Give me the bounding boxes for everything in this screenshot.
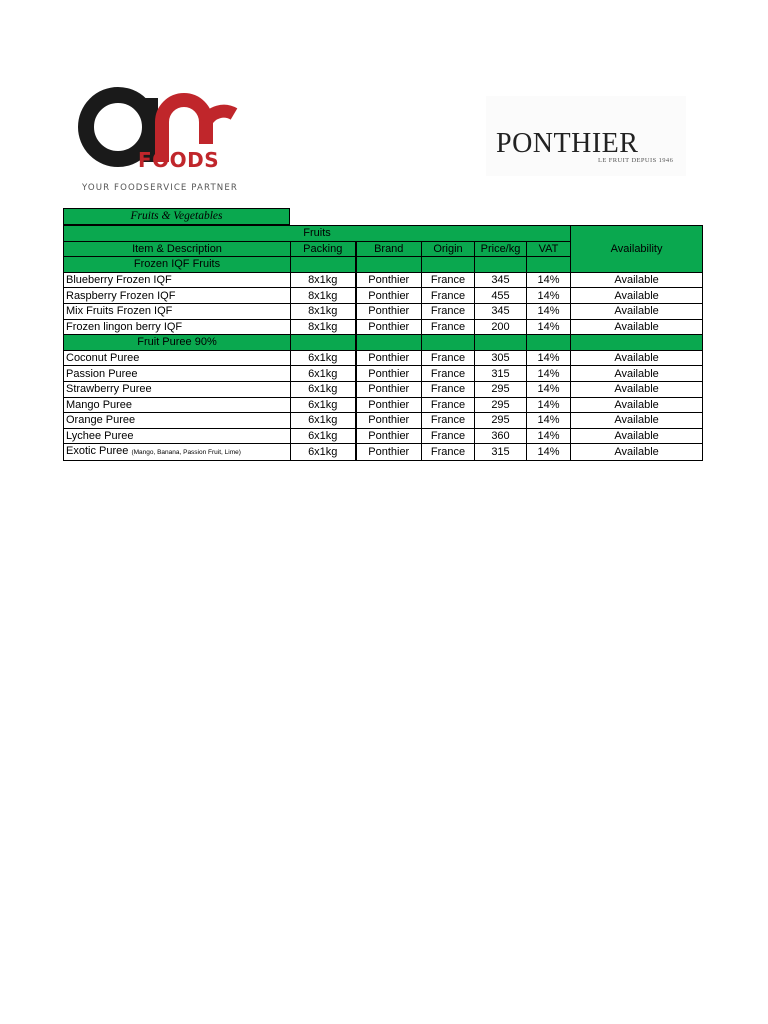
table-row: [64, 366, 703, 382]
cell-availability: Available: [571, 381, 703, 397]
cell-brand: Ponthier: [356, 397, 422, 413]
cell-brand: Ponthier: [356, 381, 422, 397]
cell-packing: 8x1kg: [291, 303, 356, 319]
cell-origin: France: [422, 381, 475, 397]
ponthier-tagline: LE FRUIT DEPUIS 1946: [598, 157, 674, 164]
cell-vat: 14%: [527, 381, 571, 397]
header-item: Item & Description: [64, 241, 291, 257]
table-row: [64, 319, 703, 335]
price-table: [63, 225, 703, 461]
cell-item: Frozen lingon berry IQF: [64, 319, 291, 335]
table-row: [64, 381, 703, 397]
cell-item: Coconut Puree: [64, 350, 291, 366]
header-packing: Packing: [291, 241, 356, 257]
cell-availability: Available: [571, 397, 703, 413]
cell-vat: 14%: [527, 319, 571, 335]
section-row: [64, 335, 703, 351]
cell-availability: Available: [571, 428, 703, 444]
cell-vat: 14%: [527, 350, 571, 366]
cell-brand: Ponthier: [356, 413, 422, 429]
cell-packing: 6x1kg: [291, 444, 356, 461]
section-title: Fruit Puree 90%: [64, 335, 291, 351]
table-row: [64, 288, 703, 304]
cell-price: 315: [475, 444, 527, 461]
cell-item: Lychee Puree: [64, 428, 291, 444]
cell-availability: Available: [571, 366, 703, 382]
cell-packing: 6x1kg: [291, 413, 356, 429]
sheet-title: Fruits & Vegetables: [63, 208, 290, 225]
cell-brand: Ponthier: [356, 303, 422, 319]
cell-item: [64, 444, 291, 461]
cell-origin: France: [422, 444, 475, 461]
cell-price: 295: [475, 413, 527, 429]
cell-brand: Ponthier: [356, 272, 422, 288]
cell-origin: France: [422, 303, 475, 319]
cell-item: Passion Puree: [64, 366, 291, 382]
cell-packing: 8x1kg: [291, 272, 356, 288]
price-sheet: [63, 208, 703, 461]
cell-availability: Available: [571, 413, 703, 429]
am-foods-logo: [78, 82, 248, 198]
cell-availability: Available: [571, 319, 703, 335]
cell-vat: 14%: [527, 397, 571, 413]
cell-item-name: Exotic Puree: [66, 445, 129, 458]
cell-origin: France: [422, 350, 475, 366]
header-vat: VAT: [527, 241, 571, 257]
cell-packing: 6x1kg: [291, 397, 356, 413]
cell-vat: 14%: [527, 303, 571, 319]
cell-origin: France: [422, 413, 475, 429]
cell-brand: Ponthier: [356, 319, 422, 335]
cell-vat: 14%: [527, 288, 571, 304]
cell-price: 360: [475, 428, 527, 444]
ponthier-logo: [486, 96, 686, 176]
table-row: [64, 350, 703, 366]
cell-availability: Available: [571, 303, 703, 319]
cell-item: Mix Fruits Frozen IQF: [64, 303, 291, 319]
table-row: [64, 397, 703, 413]
cell-brand: Ponthier: [356, 350, 422, 366]
am-foods-tagline: YOUR FOODSERVICE PARTNER: [82, 183, 238, 193]
group-header-row: [64, 226, 703, 242]
ponthier-wordmark: PONTHIER: [496, 128, 639, 159]
cell-brand: Ponthier: [356, 366, 422, 382]
cell-price: 295: [475, 381, 527, 397]
cell-availability: Available: [571, 350, 703, 366]
cell-vat: 14%: [527, 413, 571, 429]
cell-packing: 6x1kg: [291, 366, 356, 382]
cell-price: 455: [475, 288, 527, 304]
cell-packing: 8x1kg: [291, 319, 356, 335]
cell-item: Strawberry Puree: [64, 381, 291, 397]
cell-packing: 8x1kg: [291, 288, 356, 304]
table-row: [64, 272, 703, 288]
cell-item-note: (Mango, Banana, Passion Fruit, Lime): [131, 449, 241, 457]
header-brand: Brand: [356, 241, 422, 257]
cell-price: 200: [475, 319, 527, 335]
cell-vat: 14%: [527, 444, 571, 461]
cell-item: Orange Puree: [64, 413, 291, 429]
cell-brand: Ponthier: [356, 428, 422, 444]
section-title: Frozen IQF Fruits: [64, 257, 291, 273]
group-label: Fruits: [64, 226, 571, 242]
cell-availability: Available: [571, 444, 703, 461]
header-origin: Origin: [422, 241, 475, 257]
cell-price: 345: [475, 303, 527, 319]
cell-price: 345: [475, 272, 527, 288]
am-foods-wordmark: FOODS: [138, 148, 220, 172]
cell-brand: Ponthier: [356, 444, 422, 461]
cell-origin: France: [422, 272, 475, 288]
cell-price: 315: [475, 366, 527, 382]
cell-packing: 6x1kg: [291, 350, 356, 366]
cell-origin: France: [422, 397, 475, 413]
cell-origin: France: [422, 366, 475, 382]
table-row: [64, 303, 703, 319]
cell-availability: Available: [571, 288, 703, 304]
cell-vat: 14%: [527, 272, 571, 288]
cell-availability: Available: [571, 272, 703, 288]
cell-origin: France: [422, 428, 475, 444]
table-row: [64, 413, 703, 429]
cell-price: 305: [475, 350, 527, 366]
cell-packing: 6x1kg: [291, 381, 356, 397]
table-row: [64, 428, 703, 444]
cell-vat: 14%: [527, 366, 571, 382]
cell-brand: Ponthier: [356, 288, 422, 304]
cell-vat: 14%: [527, 428, 571, 444]
header-price: Price/kg: [475, 241, 527, 257]
cell-origin: France: [422, 319, 475, 335]
cell-price: 295: [475, 397, 527, 413]
table-row: [64, 444, 703, 461]
cell-packing: 6x1kg: [291, 428, 356, 444]
cell-item: Raspberry Frozen IQF: [64, 288, 291, 304]
cell-item: Mango Puree: [64, 397, 291, 413]
cell-item: Blueberry Frozen IQF: [64, 272, 291, 288]
header-availability: Availability: [571, 226, 703, 273]
cell-origin: France: [422, 288, 475, 304]
